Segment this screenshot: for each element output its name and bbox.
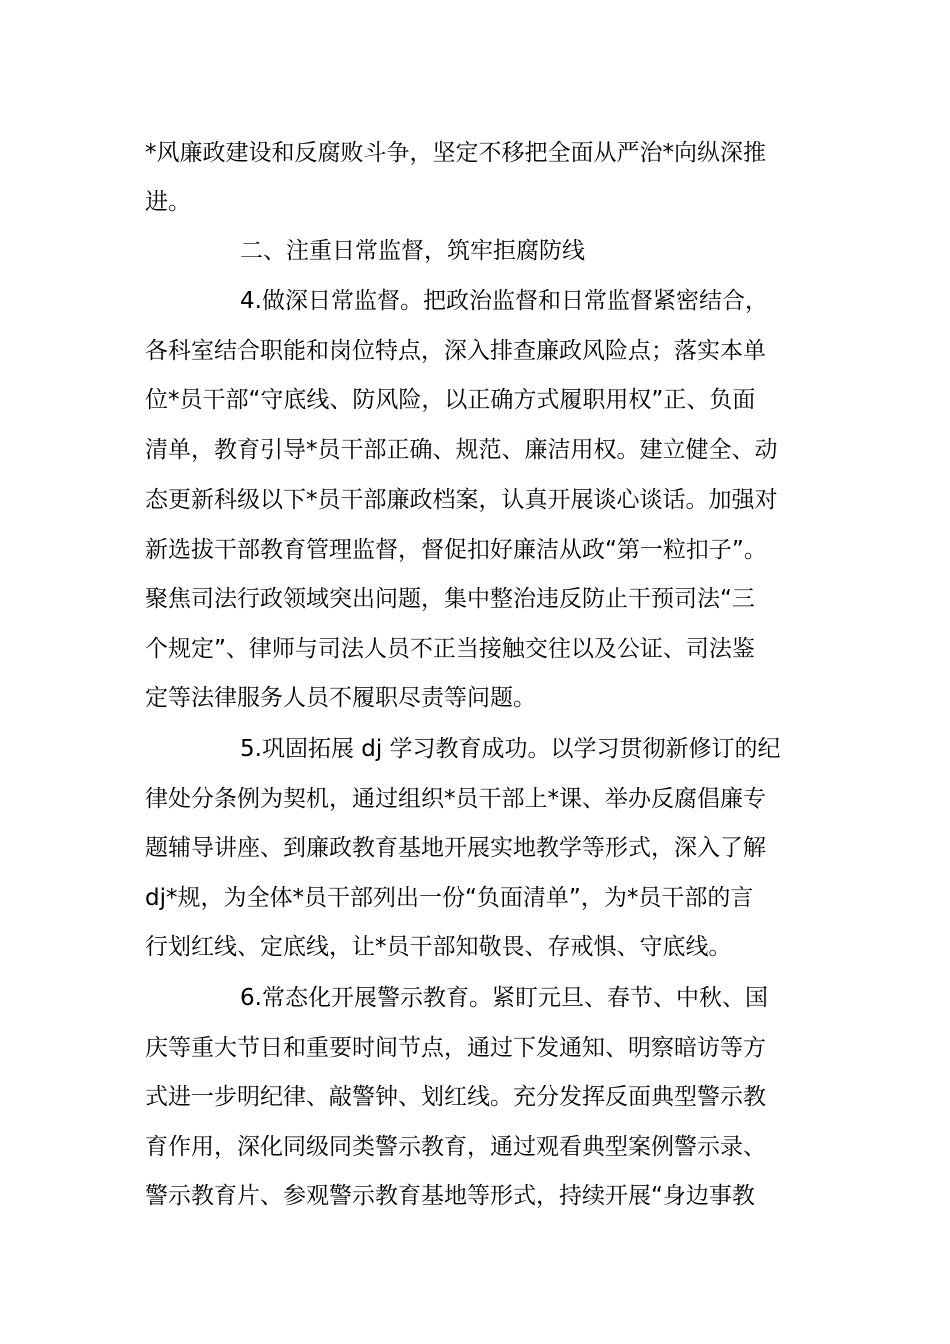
text-line: 定等法律服务人员不履职尽责等问题。 — [145, 685, 536, 711]
text-line: 个规定”、律师与司法人员不正当接触交往以及公证、司法鉴 — [145, 636, 755, 662]
text-line: 新选拔干部教育管理监督，督促扣好廉洁从政“第一粒扣子”。 — [145, 537, 767, 563]
text-line: 育作用，深化同级同类警示教育，通过观看典型案例警示录、 — [145, 1134, 766, 1160]
text-line: 聚焦司法行政领域突出问题，集中整治违反防止干预司法“三 — [145, 586, 755, 612]
text-line: 位*员干部“守底线、防风险，以正确方式履职用权”正、负面 — [145, 387, 756, 413]
text-line: 行划红线、定底线，让*员干部知敬畏、存戒惧、守底线。 — [145, 934, 732, 960]
text-line: 进。 — [145, 189, 191, 215]
text-line: 清单，教育引导*员干部正确、规范、廉洁用权。建立健全、动 — [145, 437, 778, 463]
section-heading: 二、注重日常监督，筑牢拒腐防线 — [240, 238, 585, 264]
text-line: 各科室结合职能和岗位特点，深入排查廉政风险点；落实本单 — [145, 338, 766, 364]
paragraph-heading: 5.巩固拓展 dj 学习教育成功。以学习贯彻新修订的纪 — [240, 736, 781, 762]
text-line: 题辅导讲座、到廉政教育基地开展实地教学等形式，深入了解 — [145, 835, 766, 861]
text-line: 律处分条例为契机，通过组织*员干部上*课、举办反腐倡廉专 — [145, 786, 766, 812]
text-line: dj*规，为全体*员干部列出一份“负面清单”，为*员干部的言 — [145, 885, 754, 911]
text-line: 式进一步明纪律、敲警钟、划红线。充分发挥反面典型警示教 — [145, 1084, 766, 1110]
paragraph-heading: 4.做深日常监督。把政治监督和日常监督紧密结合， — [240, 288, 768, 314]
text-line: *风廉政建设和反腐败斗争，坚定不移把全面从严治*向纵深推 — [145, 140, 766, 166]
text-line: 庆等重大节日和重要时间节点，通过下发通知、明察暗访等方 — [145, 1035, 766, 1061]
text-line: 警示教育片、参观警示教育基地等形式，持续开展“身边事教 — [145, 1183, 755, 1209]
paragraph-heading: 6.常态化开展警示教育。紧盯元旦、春节、中秋、国 — [240, 985, 768, 1011]
text-line: 态更新科级以下*员干部廉政档案，认真开展谈心谈话。加强对 — [145, 487, 778, 513]
